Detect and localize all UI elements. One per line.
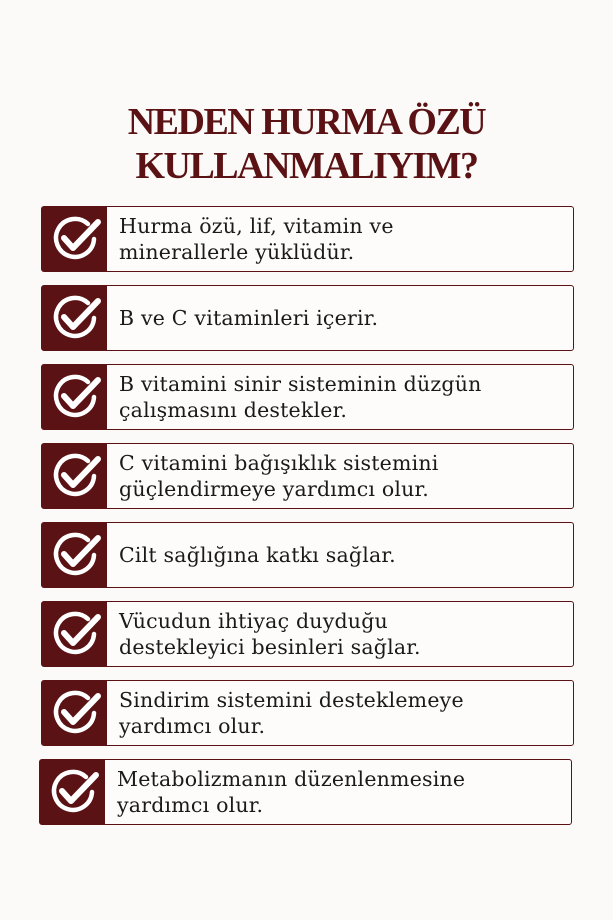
- check-icon-box: [42, 365, 107, 429]
- title-line-2: KULLANMALIYIM?: [135, 145, 478, 187]
- check-icon-box: [42, 602, 107, 666]
- benefit-line-1: C vitamini bağışıklık sistemini: [119, 451, 439, 475]
- benefit-line-2: çalışmasını destekler.: [119, 398, 348, 422]
- title-line-1: NEDEN HURMA ÖZÜ: [127, 101, 486, 143]
- check-circle-icon: [48, 686, 102, 740]
- benefit-text: [107, 602, 573, 666]
- benefit-line-1: B vitamini sinir sisteminin düzgün: [119, 372, 482, 396]
- benefit-text: [107, 207, 573, 271]
- benefit-line-1: B ve C vitaminleri içerir.: [119, 306, 379, 330]
- benefit-item-8: [39, 759, 572, 825]
- check-icon-box: [42, 523, 107, 587]
- benefit-line-1: Metabolizmanın düzenlenmesine: [117, 767, 466, 791]
- benefit-item-5: [41, 522, 574, 588]
- benefit-text: [107, 681, 573, 745]
- benefit-item-1: [41, 206, 574, 272]
- check-icon-box: [42, 681, 107, 745]
- benefit-item-4: [41, 443, 574, 509]
- check-icon-box: [42, 207, 107, 271]
- check-icon-box: [42, 286, 107, 350]
- check-circle-icon: [48, 528, 102, 582]
- check-circle-icon: [48, 370, 102, 424]
- benefit-item-3: [41, 364, 574, 430]
- check-circle-icon: [46, 765, 100, 819]
- benefit-text: [107, 286, 573, 350]
- benefit-text: [107, 444, 573, 508]
- check-icon-box: [42, 444, 107, 508]
- benefit-text: [105, 760, 571, 824]
- check-icon-box: [40, 760, 105, 824]
- benefit-line-1: Cilt sağlığına katkı sağlar.: [119, 543, 396, 567]
- benefit-line-2: minerallerle yüklüdür.: [119, 240, 355, 264]
- benefit-item-7: [41, 680, 574, 746]
- benefit-line-2: yardımcı olur.: [119, 714, 266, 738]
- check-circle-icon: [48, 291, 102, 345]
- benefit-line-1: Sindirim sistemini desteklemeye: [119, 688, 464, 712]
- benefit-line-1: Hurma özü, lif, vitamin ve: [119, 214, 394, 238]
- benefit-text: [107, 523, 573, 587]
- check-circle-icon: [48, 212, 102, 266]
- benefit-line-2: destekleyici besinleri sağlar.: [119, 635, 421, 659]
- benefit-text: [107, 365, 573, 429]
- benefit-line-1: Vücudun ihtiyaç duyduğu: [119, 609, 388, 633]
- benefit-item-2: [41, 285, 574, 351]
- check-circle-icon: [48, 449, 102, 503]
- benefit-line-2: yardımcı olur.: [117, 793, 264, 817]
- check-circle-icon: [48, 607, 102, 661]
- benefit-line-2: güçlendirmeye yardımcı olur.: [119, 477, 430, 501]
- benefit-item-6: [41, 601, 574, 667]
